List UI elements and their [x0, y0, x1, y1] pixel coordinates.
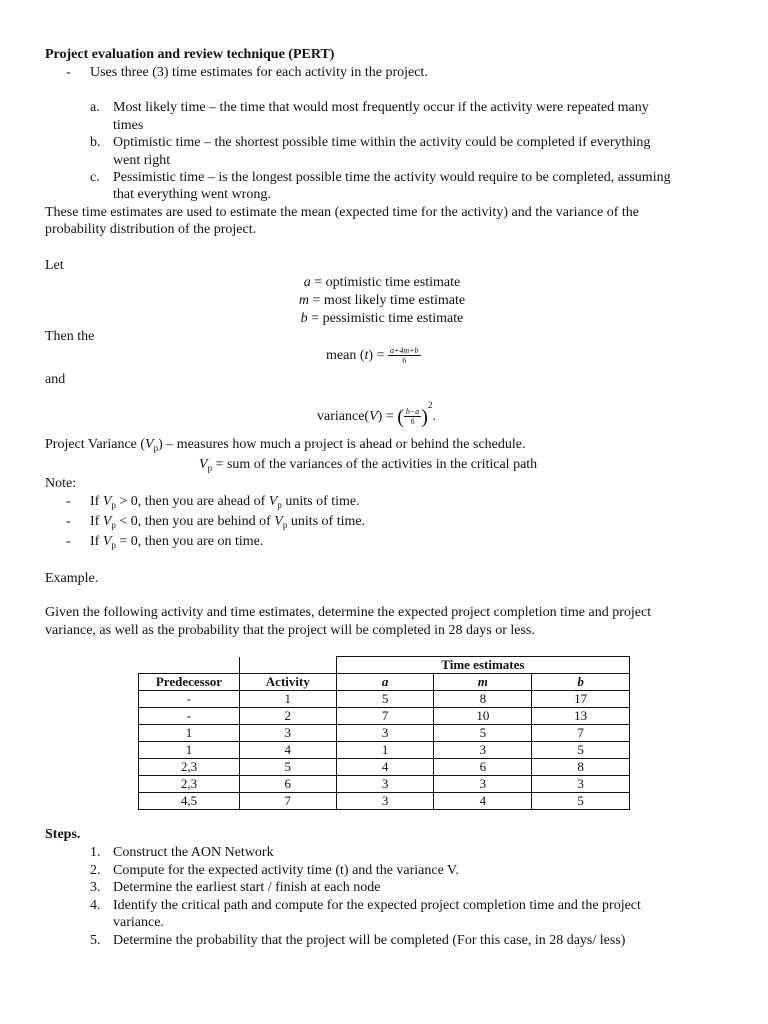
table-row: - 2 7 10 13: [139, 708, 630, 725]
header-b: b: [532, 674, 630, 691]
header-a: a: [336, 674, 434, 691]
estimate-line: Most likely time – the time that would most frequently occur if the activity were repeated many: [113, 100, 649, 115]
page-title: Project evaluation and review technique (PERT): [45, 47, 335, 62]
estimate-line: that everything went wrong.: [113, 187, 271, 202]
step-number: 4.: [90, 898, 101, 913]
note-item: If $V_p < 0$, then you are behind of $V_p$ units of time.: [90, 514, 366, 530]
table-row: 2,3 6 3 3 3: [139, 776, 630, 793]
definition-a: a = optimistic time estimate: [303, 275, 461, 290]
table-row: - 1 5 8 17: [139, 691, 630, 708]
estimate-line: times: [113, 118, 144, 133]
estimate-line: Optimistic time – the shortest possible time within the activity could be completed if everything: [113, 135, 651, 150]
bullet-dash: -: [66, 65, 71, 80]
intro-bullet: Uses three (3) time estimates for each activity in the project.: [90, 65, 428, 80]
step-text: Construct the AON Network: [113, 845, 274, 860]
estimate-marker: c.: [90, 170, 100, 185]
step-text: Determine the earliest start / finish at each node: [113, 880, 381, 895]
table-row: 1 3 3 5 7: [139, 725, 630, 742]
mean-fraction: $\frac{a+4m+b}{6}$: [389, 346, 419, 366]
steps-label: Steps.: [45, 827, 81, 842]
table-row: 1 4 1 3 5: [139, 742, 630, 759]
estimate-marker: a.: [90, 100, 100, 115]
table-row: 4,5 7 3 4 5: [139, 793, 630, 810]
group-header: Time estimates: [336, 657, 629, 674]
note-item: If $V_p > 0$, then you are ahead of $V_p$ units of time.: [90, 494, 360, 510]
bullet-dash: -: [66, 514, 71, 529]
let-label: Let: [45, 258, 64, 273]
estimate-marker: b.: [90, 135, 101, 150]
bullet-dash: -: [66, 494, 71, 509]
given-text: variance, as well as the probability that the project will be completed in 28 days or less.: [45, 623, 535, 638]
usage-text: probability distribution of the project.: [45, 222, 257, 237]
step-text: Determine the probability that the project will be completed (For this case, in 28 days/ less): [113, 933, 626, 948]
step-text: Identify the critical path and compute for the expected project completion time and the project: [113, 898, 641, 913]
table-row: 2,3 5 4 6 8: [139, 759, 630, 776]
activity-table: [138, 656, 630, 810]
bullet-dash: -: [66, 534, 71, 549]
step-text: Compute for the expected activity time (t) and the variance V.: [113, 863, 459, 878]
estimate-line: went right: [113, 153, 171, 168]
step-number: 2.: [90, 863, 101, 878]
definition-m: m = most likely time estimate: [298, 293, 466, 308]
example-label: Example.: [45, 571, 99, 586]
then-label: Then the: [45, 329, 95, 344]
variance-formula: variance(V) = ( $\frac{b-a}{6}$ )$^2$.: [317, 400, 436, 428]
usage-text: These time estimates are used to estimate the mean (expected time for the activity) and the variance of the: [45, 205, 639, 220]
header-predecessor: Predecessor: [139, 674, 240, 691]
definition-b: b = pessimistic time estimate: [300, 311, 464, 326]
step-number: 5.: [90, 933, 101, 948]
note-item: If $V_p = 0$, then you are on time.: [90, 534, 264, 550]
estimate-line: Pessimistic time – is the longest possible time the activity would require to be completed, assuming: [113, 170, 671, 185]
given-text: Given the following activity and time estimates, determine the expected project completion time and project: [45, 605, 652, 620]
variance-fraction: $\frac{b-a}{6}$: [405, 407, 420, 427]
project-variance-text: Project Variance $(V_p)$ – measures how much a project is ahead or behind the schedule.: [45, 437, 526, 453]
header-m: m: [434, 674, 532, 691]
step-number: 3.: [90, 880, 101, 895]
step-text: variance.: [113, 915, 164, 930]
mean-formula: mean (t) = $\frac{a+4m+b}{6}$: [326, 346, 419, 366]
note-label: Note:: [45, 476, 77, 491]
vp-definition: $V_p$ = sum of the variances of the activities in the critical path: [199, 457, 538, 473]
and-label: and: [45, 372, 66, 387]
step-number: 1.: [90, 845, 101, 860]
header-activity: Activity: [239, 674, 336, 691]
